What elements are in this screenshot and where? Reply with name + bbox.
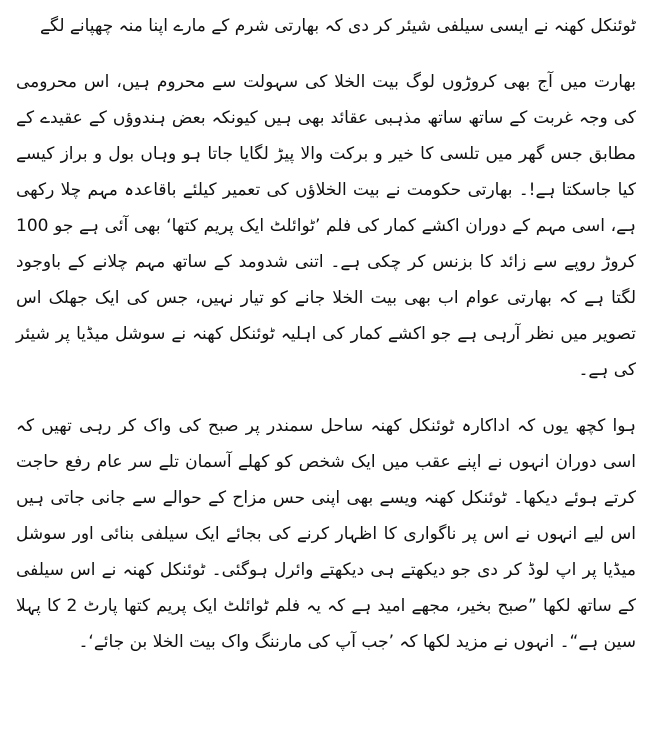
article-body (16, 8, 636, 660)
article-paragraph-2: ہوا کچھ یوں کہ اداکارہ ٹوئنکل کھنہ ساحل سمندر پر صبح کی واک کر رہی تھیں کہ اسی دوران انہوں نے اپنے عقب میں ایک شخص کو کھلے آسمان تلے سر عام رفع حاجت کرتے ہوئے دیکھا۔ ٹوئنکل کھنہ ویسے بھی اپنی حس مزاح کے حوالے سے جانی جاتی ہیں اس لیے انہوں نے اس پر ناگواری کا اظہار کرنے کی بجائے ایک سیلفی بنائی اور سوشل میڈیا پر اپ لوڈ کر دی جو دیکھتے ہی دیکھتے وائرل ہوگئی۔ ٹوئنکل کھنہ نے اس سیلفی کے ساتھ لکھا ”صبح بخیر، مجھے امید ہے کہ یہ فلم ٹوائلٹ ایک پریم کتھا پارٹ 2 کا پہلا سین ہے“۔ انہوں نے مزید لکھا کہ ’جب آپ کی مارننگ واک بیت الخلا بن جائے‘۔ (16, 416, 636, 652)
article-headline: ٹوئنکل کھنہ نے ایسی سیلفی شیئر کر دی کہ بھارتی شرم کے مارے اپنا منہ چھپانے لگے (39, 16, 636, 36)
article-paragraph-1: بھارت میں آج بھی کروڑوں لوگ بیت الخلا کی سہولت سے محروم ہیں، اس محرومی کی وجہ غربت کے ساتھ ساتھ مذہبی عقائد بھی ہیں کیونکہ بعض ہندوؤں کے عقیدے کے مطابق جس گھر میں تلسی کا خیر و برکت والا پیڑ لگایا جاتا ہو وہاں بول و براز کیسے کیا جاسکتا ہے!۔ بھارتی حکومت نے بیت الخلاؤں کی تعمیر کیلئے باقاعدہ مہم چلا رکھی ہے، اسی مہم کے دوران اکشے کمار کی فلم ’ٹوائلٹ ایک پریم کتھا‘ بھی آئی ہے جو 100 کروڑ روپے سے زائد کا بزنس کر چکی ہے۔ اتنی شدومد کے ساتھ مہم چلانے کے باوجود لگتا ہے کہ بھارتی عوام اب بھی بیت الخلا جانے کو تیار نہیں، جس کی ایک جھلک اس تصویر میں نظر آرہی ہے جو اکشے کمار کی اہلیہ ٹوئنکل کھنہ نے سوشل میڈیا پر شیئر کی ہے۔ (16, 72, 636, 380)
paragraph-spacer (16, 388, 636, 408)
